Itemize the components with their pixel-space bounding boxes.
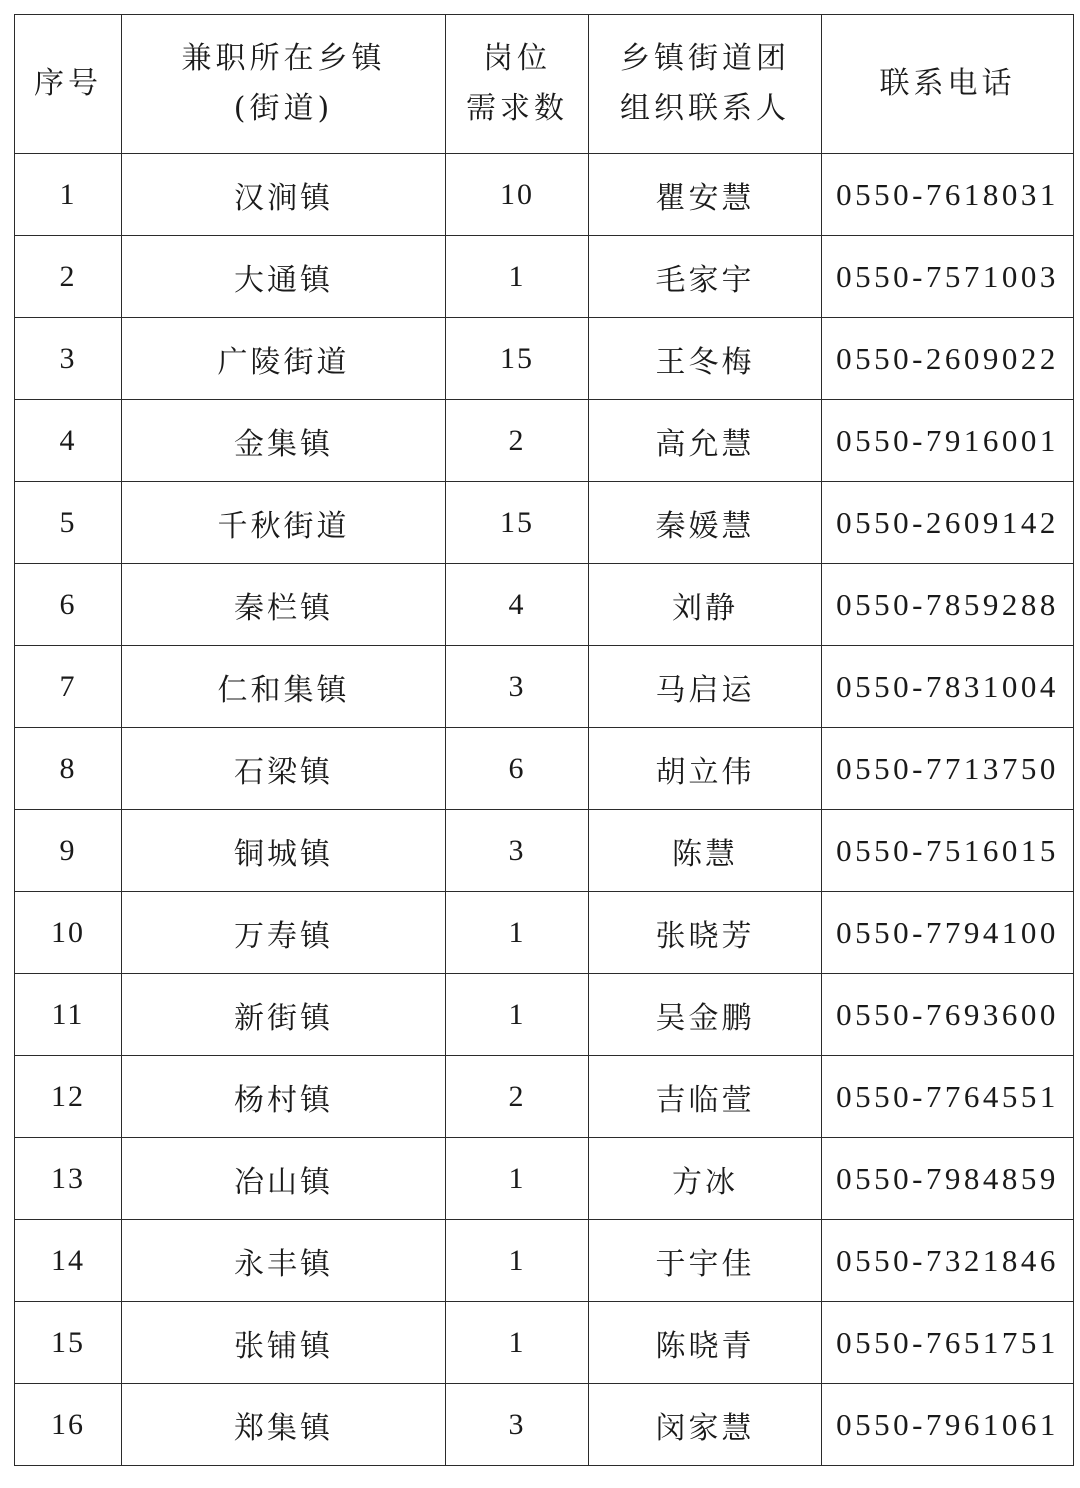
row-index-cell: 14 <box>15 1220 122 1302</box>
row-phone-cell: 0550-7794100 <box>822 892 1074 974</box>
row-index-cell: 8 <box>15 728 122 810</box>
row-phone-cell: 0550-7961061 <box>822 1384 1074 1466</box>
table-row <box>15 892 1074 974</box>
row-count-cell: 1 <box>446 236 589 318</box>
header-index <box>15 15 122 154</box>
row-town-cell: 张铺镇 <box>122 1302 446 1384</box>
row-contact-cell: 高允慧 <box>589 400 822 482</box>
table-body <box>15 154 1074 1466</box>
table-row <box>15 482 1074 564</box>
header-count-line2: 需求数 <box>466 91 568 126</box>
table-row <box>15 1302 1074 1384</box>
header-town <box>122 15 446 154</box>
header-phone-label: 联系电话 <box>879 66 1016 101</box>
table-row <box>15 1056 1074 1138</box>
row-count-cell: 6 <box>446 728 589 810</box>
contact-table-container <box>14 14 1073 1466</box>
table-row <box>15 974 1074 1056</box>
row-count-cell: 1 <box>446 1220 589 1302</box>
row-index-cell: 13 <box>15 1138 122 1220</box>
row-index-cell: 15 <box>15 1302 122 1384</box>
row-phone-cell: 0550-7764551 <box>822 1056 1074 1138</box>
table-row <box>15 400 1074 482</box>
row-phone-cell: 0550-7859288 <box>822 564 1074 646</box>
table-row <box>15 1220 1074 1302</box>
row-index-cell: 11 <box>15 974 122 1056</box>
row-contact-cell: 王冬梅 <box>589 318 822 400</box>
row-contact-cell: 方冰 <box>589 1138 822 1220</box>
row-count-cell: 10 <box>446 154 589 236</box>
row-phone-cell: 0550-7916001 <box>822 400 1074 482</box>
row-town-cell: 汉涧镇 <box>122 154 446 236</box>
row-contact-cell: 瞿安慧 <box>589 154 822 236</box>
row-town-cell: 大通镇 <box>122 236 446 318</box>
table-row <box>15 154 1074 236</box>
row-contact-cell: 张晓芳 <box>589 892 822 974</box>
row-contact-cell: 闵家慧 <box>589 1384 822 1466</box>
row-index-cell: 6 <box>15 564 122 646</box>
table-row <box>15 1384 1074 1466</box>
row-contact-cell: 吉临萱 <box>589 1056 822 1138</box>
row-index-cell: 4 <box>15 400 122 482</box>
row-town-cell: 万寿镇 <box>122 892 446 974</box>
row-phone-cell: 0550-7984859 <box>822 1138 1074 1220</box>
row-town-cell: 杨村镇 <box>122 1056 446 1138</box>
table-row <box>15 236 1074 318</box>
row-count-cell: 15 <box>446 318 589 400</box>
row-town-cell: 石梁镇 <box>122 728 446 810</box>
row-phone-cell: 0550-7713750 <box>822 728 1074 810</box>
row-contact-cell: 马启运 <box>589 646 822 728</box>
row-contact-cell: 胡立伟 <box>589 728 822 810</box>
table-row <box>15 646 1074 728</box>
row-contact-cell: 刘静 <box>589 564 822 646</box>
row-index-cell: 2 <box>15 236 122 318</box>
row-count-cell: 2 <box>446 1056 589 1138</box>
header-phone <box>822 15 1074 154</box>
row-town-cell: 金集镇 <box>122 400 446 482</box>
row-town-cell: 仁和集镇 <box>122 646 446 728</box>
row-count-cell: 3 <box>446 1384 589 1466</box>
row-index-cell: 5 <box>15 482 122 564</box>
row-count-cell: 4 <box>446 564 589 646</box>
header-contact-line1: 乡镇街道团 <box>620 41 790 76</box>
row-index-cell: 3 <box>15 318 122 400</box>
row-index-cell: 16 <box>15 1384 122 1466</box>
table-row <box>15 810 1074 892</box>
row-phone-cell: 0550-2609022 <box>822 318 1074 400</box>
row-index-cell: 10 <box>15 892 122 974</box>
row-index-cell: 1 <box>15 154 122 236</box>
row-phone-cell: 0550-7618031 <box>822 154 1074 236</box>
row-phone-cell: 0550-7831004 <box>822 646 1074 728</box>
row-count-cell: 3 <box>446 646 589 728</box>
row-index-cell: 7 <box>15 646 122 728</box>
header-count <box>446 15 589 154</box>
table-row <box>15 1138 1074 1220</box>
row-index-cell: 9 <box>15 810 122 892</box>
row-town-cell: 铜城镇 <box>122 810 446 892</box>
row-town-cell: 秦栏镇 <box>122 564 446 646</box>
row-town-cell: 郑集镇 <box>122 1384 446 1466</box>
row-contact-cell: 于宇佳 <box>589 1220 822 1302</box>
row-count-cell: 3 <box>446 810 589 892</box>
row-count-cell: 2 <box>446 400 589 482</box>
row-phone-cell: 0550-7516015 <box>822 810 1074 892</box>
row-phone-cell: 0550-7571003 <box>822 236 1074 318</box>
row-count-cell: 1 <box>446 892 589 974</box>
row-town-cell: 新街镇 <box>122 974 446 1056</box>
row-contact-cell: 吴金鹏 <box>589 974 822 1056</box>
row-town-cell: 千秋街道 <box>122 482 446 564</box>
table-row <box>15 564 1074 646</box>
row-phone-cell: 0550-7651751 <box>822 1302 1074 1384</box>
row-phone-cell: 0550-2609142 <box>822 482 1074 564</box>
row-phone-cell: 0550-7693600 <box>822 974 1074 1056</box>
row-phone-cell: 0550-7321846 <box>822 1220 1074 1302</box>
row-count-cell: 1 <box>446 1138 589 1220</box>
row-contact-cell: 陈晓青 <box>589 1302 822 1384</box>
contact-table <box>14 14 1074 1466</box>
row-index-cell: 12 <box>15 1056 122 1138</box>
header-contact-line2: 组织联系人 <box>620 91 790 126</box>
table-row <box>15 318 1074 400</box>
row-contact-cell: 毛家宇 <box>589 236 822 318</box>
header-town-line1: 兼职所在乡镇 <box>181 41 386 76</box>
row-count-cell: 15 <box>446 482 589 564</box>
row-town-cell: 广陵街道 <box>122 318 446 400</box>
row-town-cell: 冶山镇 <box>122 1138 446 1220</box>
header-town-line2: (街道) <box>233 91 334 126</box>
header-count-line1: 岗位 <box>483 41 551 76</box>
row-count-cell: 1 <box>446 1302 589 1384</box>
row-town-cell: 永丰镇 <box>122 1220 446 1302</box>
row-count-cell: 1 <box>446 974 589 1056</box>
row-contact-cell: 陈慧 <box>589 810 822 892</box>
row-contact-cell: 秦媛慧 <box>589 482 822 564</box>
table-row <box>15 728 1074 810</box>
table-header-row <box>15 15 1074 154</box>
header-index-label: 序号 <box>34 66 102 101</box>
header-contact <box>589 15 822 154</box>
